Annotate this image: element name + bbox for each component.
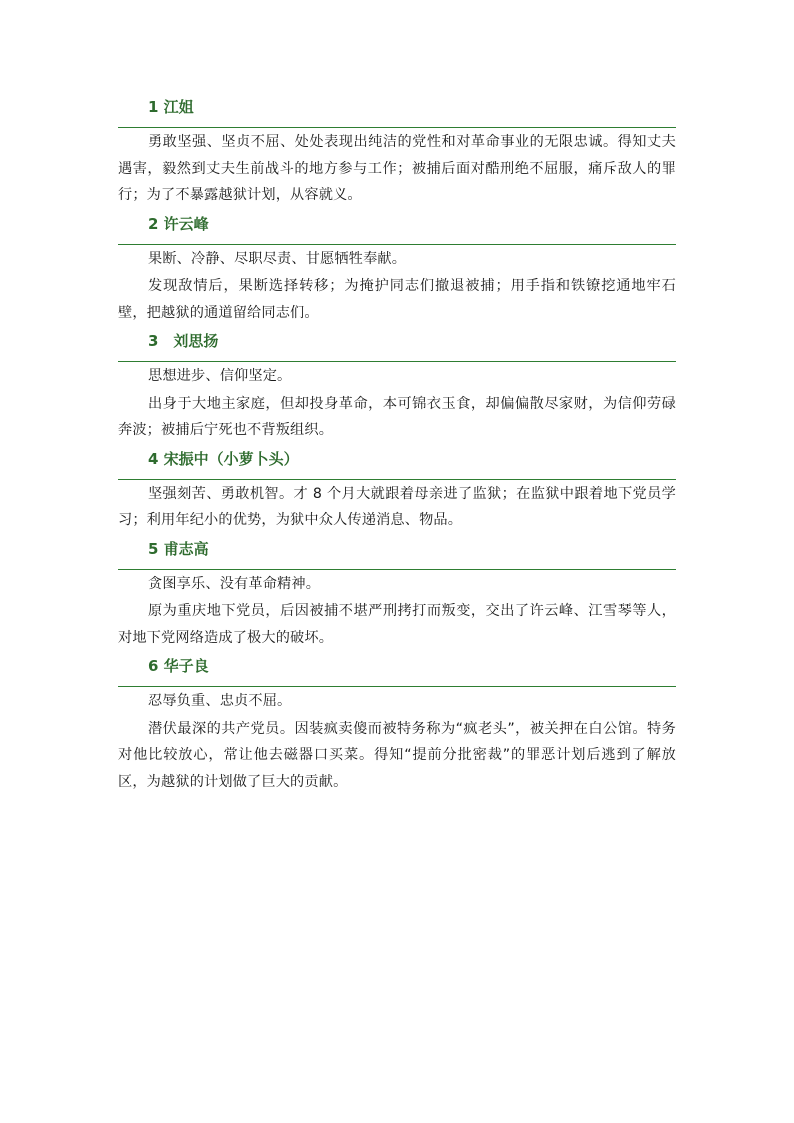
section-heading: 4 宋振中（小萝卜头） [118,444,676,480]
section-paragraph: 发现敌情后，果断选择转移；为掩护同志们撤退被捕；用手指和铁镣挖通地牢石壁，把越狱的通道留给同志们。 [118,278,676,321]
section-paragraph: 潜伏最深的共产党员。因装疯卖傻而被特务称为“疯老头”，被关押在白公馆。特务对他比较放心，常让他去磁器口买菜。得知“提前分批密裁”的罪恶计划后逃到了解放区，为越狱的计划做了巨大的贡献。 [118,720,676,790]
character-section-huaziliang [118,651,676,795]
section-paragraph: 思想进步、信仰坚定。 [148,368,292,384]
section-paragraph: 原为重庆地下党员，后因被捕不堪严刑拷打而叛变，交出了许云峰、江雪琴等人，对地下党网络造成了极大的破坏。 [118,603,676,646]
character-section-songzhenzhong [118,444,676,534]
section-paragraph: 出身于大地主家庭，但却投身革命，本可锦衣玉食，却偏偏散尽家财，为信仰劳碌奔波；被捕后宁死也不背叛组织。 [118,395,676,438]
section-paragraph: 贪图享乐、没有革命精神。 [148,575,321,592]
section-paragraph: 果断、冷静、尽职尽责、甘愿牺牲奉献。 [148,250,407,267]
section-paragraph: 忍辱负重、忠贞不屈。 [148,693,292,709]
section-heading: 5 甫志高 [118,534,676,570]
character-section-jiangjie [118,92,676,209]
section-heading: 3 刘思扬 [118,326,676,362]
character-section-xuyunfeng [118,209,676,327]
character-section-puzhigao [118,534,676,652]
document-page [118,92,676,795]
section-heading: 6 华子良 [118,651,676,687]
section-heading: 2 许云峰 [118,209,676,245]
section-heading: 1 江姐 [118,92,676,128]
section-paragraph: 坚强刻苦、勇敢机智。才 8 个月大就跟着母亲进了监狱；在监狱中跟着地下党员学习；利用年纪小的优势，为狱中众人传递消息、物品。 [118,485,676,528]
character-section-liusiyang [118,326,676,444]
section-paragraph: 勇敢坚强、坚贞不屈、处处表现出纯洁的党性和对革命事业的无限忠诚。得知丈夫遇害，毅然到丈夫生前战斗的地方参与工作；被捕后面对酷刑绝不屈服，痛斥敌人的罪行；为了不暴露越狱计划，从容就义。 [118,134,676,203]
